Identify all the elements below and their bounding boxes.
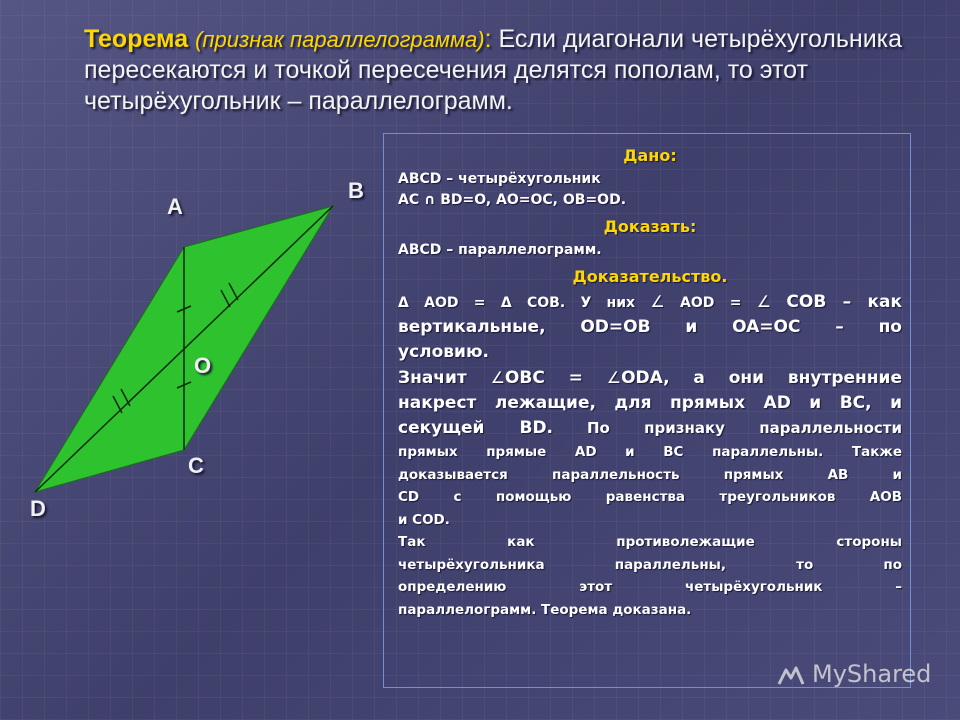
watermark-logo-icon <box>776 664 806 688</box>
given-heading: Дано: <box>623 146 677 165</box>
vertex-label-c: C <box>188 453 204 478</box>
theorem-word: Теорема <box>84 25 189 53</box>
angle-icon: ∠ <box>650 292 665 311</box>
proof-line-5: накрест лежащие, для прямых AD и BC, и <box>398 393 902 413</box>
proof-line-7: прямых прямые AD и BC параллельны. Также <box>398 444 902 460</box>
proof-line-13: определению этот четырёхугольник – <box>398 579 902 595</box>
proof-line-3: условию. <box>398 342 489 362</box>
angle-icon: ∠ <box>756 292 772 311</box>
watermark-text: MyShared <box>812 660 932 688</box>
given-line-2: AC ∩ BD=O, AO=OC, OB=OD. <box>398 192 627 208</box>
proof-line-4c: ODA, а они внутренние <box>621 368 902 388</box>
proof-line-12: четырёхугольника параллельны, то по <box>398 556 902 573</box>
theorem-colon: : <box>484 25 492 53</box>
proof-line-4a: Значит <box>398 368 467 388</box>
proof-line-6a: секущей BD. <box>398 418 554 438</box>
proof-line-1a: Δ AOD = Δ COB. У них <box>398 295 636 311</box>
proof-line-6 <box>398 416 902 441</box>
prove-heading: Доказать: <box>603 217 697 236</box>
proof-line-6b: По признаку параллельности <box>587 419 903 437</box>
proof-line-9: CD с помощью равенства треугольников AOB <box>398 489 902 505</box>
angle-icon: ∠ <box>490 368 505 387</box>
proof-line-11: Так как противолежащие стороны <box>398 534 902 550</box>
proof-box <box>383 133 911 688</box>
theorem-subtitle: (признак параллелограмма) <box>195 27 485 52</box>
prove-line-1: ABCD – параллелограмм. <box>398 242 602 258</box>
proof-line-4b: OBC = <box>504 368 583 388</box>
proof-line-1 <box>398 290 902 315</box>
proof-heading: Доказательство. <box>572 267 728 286</box>
theorem-statement: Если диагонали четырёхугольника пересекаются и точкой пересечения делятся пополам, то этот четырёхугольник – параллелограмм. <box>84 25 903 115</box>
proof-line-8: доказывается параллельность прямых AB и <box>398 466 902 483</box>
angle-icon: ∠ <box>606 368 622 387</box>
proof-line-4 <box>398 365 902 391</box>
vertex-label-a: A <box>167 194 183 219</box>
vertex-label-d: D <box>30 496 46 521</box>
proof-line-1b: AOD = <box>680 295 742 311</box>
given-line-1: ABCD – четырёхугольник <box>398 171 601 187</box>
vertex-label-b: B <box>348 178 364 203</box>
proof-line-1c: COB – как <box>786 292 903 312</box>
proof-line-14: параллелограмм. Теорема доказана. <box>398 601 692 618</box>
proof-line-10: и COD. <box>398 511 450 528</box>
proof-line-2: вертикальные, OD=OB и OA=OC – по <box>398 317 902 337</box>
vertex-label-o: O <box>194 353 212 378</box>
